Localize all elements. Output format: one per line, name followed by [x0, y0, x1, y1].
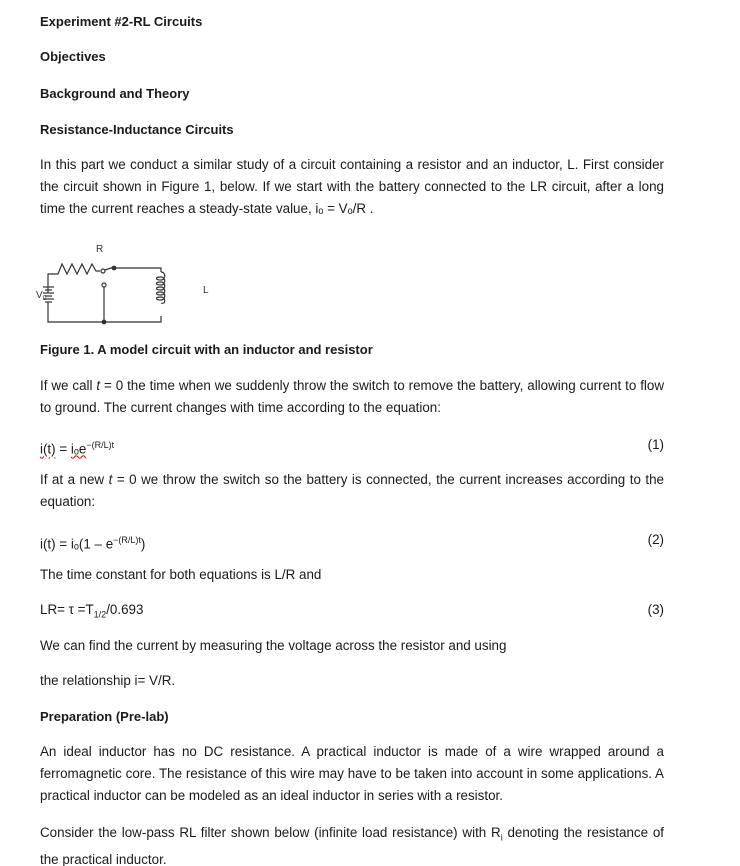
svg-text:L: L — [203, 285, 209, 296]
paragraph-filter: Consider the low-pass RL filter shown below (infinite load resistance) with $R_i$ denoting the resistance of the practical inductor. — [40, 825, 664, 866]
figure-caption: Figure 1. A model circuit with an inductor and resistor — [40, 342, 373, 357]
paragraph-intro: In this part we conduct a similar study of a circuit containing a resistor and an inductor, L. First consider the circuit shown in Figure 1, below. If we start with the battery connected to the LR circuit, after a long time the current reaches a steady-state value, iₒ = Vₒ/R . — [40, 157, 664, 216]
svg-text:V0: $V_0$ — [36, 290, 47, 302]
paragraph-battery: If at a new t = 0 we throw the switch so the battery is connected, the current increases according to the equation: — [40, 472, 665, 509]
paragraph-inductor: An ideal inductor has no DC resistance. A practical inductor is made of a wire wrapped around a ferromagnetic core. The resistance of this wire may have to be taken into account in some applications. A practical inductor can be modeled as an ideal inductor in series with a resistor. — [40, 744, 664, 803]
equation-number: (1) — [647, 437, 664, 452]
paragraph-switch: If we call t = 0 the time when we suddenly throw the switch to remove the battery, allowing current to flow to ground. The current changes with time according to the equation: — [40, 378, 665, 415]
rl-circuit-diagram — [36, 238, 226, 330]
paragraph-relationship: the relationship i= V/R. — [40, 673, 176, 688]
svg-text:R: R — [96, 244, 104, 255]
document-title: Experiment #2-RL Circuits — [40, 14, 203, 29]
equation-2: $i(t) = i_o(1 - e^{-(R/L)t})$ (2) — [40, 529, 664, 555]
paragraph-time-constant: The time constant for both equations is L/R and — [40, 567, 322, 582]
heading-rl-circuits: Resistance-Inductance Circuits — [40, 122, 234, 137]
equation-number: (3) — [647, 602, 664, 617]
heading-background: Background and Theory — [40, 86, 190, 101]
heading-prep: Preparation (Pre-lab) — [40, 709, 169, 724]
equation-1: i(t) = iₒe$^{-(R/L)t}$ (1) — [40, 434, 664, 460]
equation-3: $LR= \tau =T_{1/2}/0.693$ (3) — [40, 599, 664, 626]
heading-objectives: Objectives — [40, 49, 106, 64]
equation-number: (2) — [647, 532, 664, 547]
paragraph-measure: We can find the current by measuring the voltage across the resistor and using — [40, 638, 507, 653]
